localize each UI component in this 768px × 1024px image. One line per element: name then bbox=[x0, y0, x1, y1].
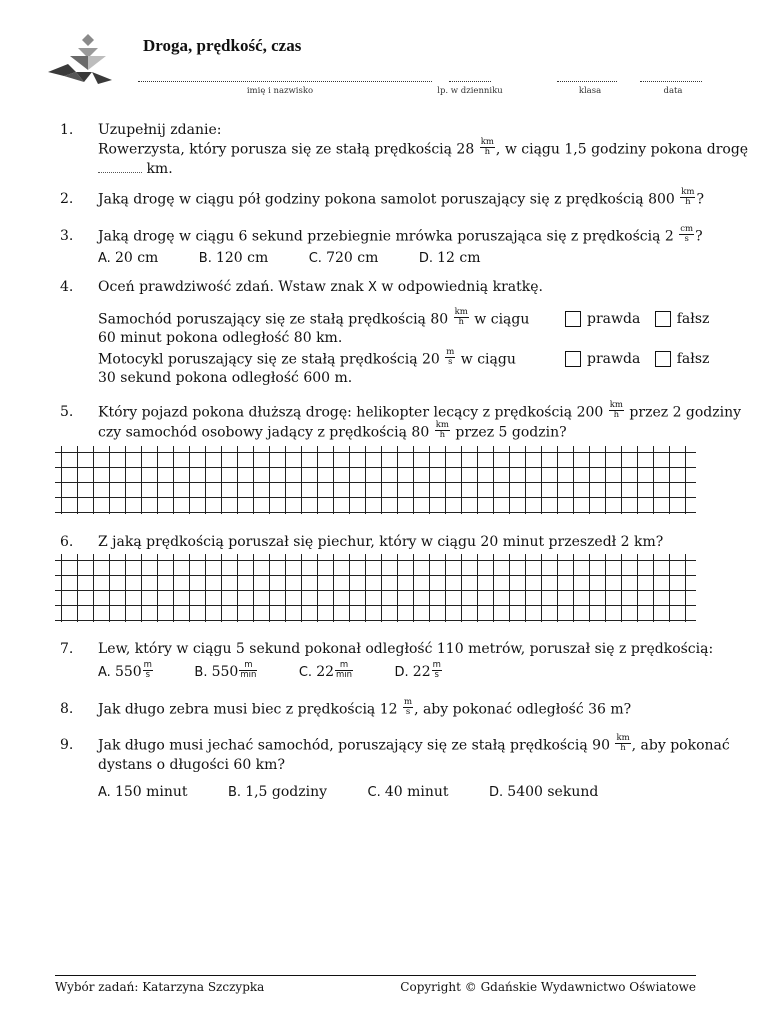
unit-fraction: $\frac{km}{h}$ bbox=[435, 419, 449, 440]
answer-option-b[interactable]: B. 120 cm bbox=[198, 249, 269, 266]
answer-option-d[interactable]: D. 22 $\frac{m}{s}$ bbox=[394, 660, 441, 680]
question-text: Jaką drogę w ciągu pół godziny pokona samolot poruszający się z prędkością 800 bbox=[98, 191, 675, 208]
true-checkbox[interactable] bbox=[565, 351, 581, 367]
statement-2-answers: prawda fałsz bbox=[565, 351, 709, 367]
question-text: Lew, który w ciągu 5 sekund pokonał odległość 110 metrów, poruszał się z prędkością: bbox=[98, 641, 714, 657]
unit-fraction: $\frac{km}{h}$ bbox=[616, 733, 630, 753]
question-text: Oceń prawdziwość zdań. Wstaw znak X w odpowiednią kratkę. bbox=[98, 279, 543, 295]
statement-1: Samochód poruszający się ze stałą prędkością 80 $\frac{km}{h}$ w ciągu 60 minut pokona odległość 80 km. bbox=[98, 307, 530, 346]
answer-grid-q6[interactable] bbox=[55, 554, 696, 622]
answer-option-c[interactable]: C. 720 cm bbox=[308, 249, 379, 266]
question-number: 3. bbox=[60, 228, 74, 244]
unit-fraction: $\frac{m}{s}$ bbox=[404, 697, 413, 717]
question-7 bbox=[60, 640, 740, 682]
unit-text: km. bbox=[146, 160, 173, 177]
question-number: 7. bbox=[60, 641, 74, 657]
false-checkbox[interactable] bbox=[655, 351, 671, 367]
footer-divider bbox=[55, 975, 696, 976]
unit-fraction: $\frac{km}{h}$ bbox=[681, 187, 695, 207]
question-number: 5. bbox=[60, 404, 74, 420]
answer-option-c[interactable]: C. 22 $\frac{m}{\min}$ bbox=[298, 660, 353, 680]
answer-option-a[interactable]: A. 550 $\frac{m}{s}$ bbox=[98, 660, 152, 680]
question-number: 2. bbox=[60, 191, 74, 207]
answer-option-d[interactable]: D. 12 cm bbox=[418, 249, 481, 266]
question-number: 9. bbox=[60, 737, 74, 753]
question-4 bbox=[60, 278, 720, 297]
question-9: 9. Jak długo musi jechać samochód, poruszający się ze stałą prędkością 90 $\frac{km}{h}$ , aby pokonać dystans o długości 60 km? A. 150 minut B. 1,5 godziny C. 40 minut D. 5400 sekund bbox=[60, 733, 730, 800]
page-title: Droga, prędkość, czas bbox=[143, 36, 302, 55]
class-field-line bbox=[557, 81, 617, 82]
unit-fraction: $\frac{km}{h}$ bbox=[480, 137, 494, 157]
date-field-label: data bbox=[663, 86, 683, 96]
answer-option-b[interactable]: B. 550 $\frac{m}{\min}$ bbox=[194, 660, 257, 680]
answer-option-a[interactable]: A. 150 minut bbox=[98, 783, 188, 800]
statement-1-answers: prawda fałsz bbox=[565, 311, 709, 327]
unit-fraction: $\frac{km}{h}$ bbox=[454, 307, 468, 327]
unit-fraction: $\frac{km}{h}$ bbox=[609, 400, 623, 420]
unit-fraction: $\frac{cm}{s}$ bbox=[680, 224, 694, 244]
false-checkbox[interactable] bbox=[655, 311, 671, 327]
question-3: 3. Jaką drogę w ciągu 6 sekund przebiegnie mrówka poruszająca się z prędkością 2 $\frac{cm}{s}$ ? A. 20 cm B. 120 cm C. 720 cm D. 12 cm bbox=[60, 224, 703, 266]
question-2: 2. Jaką drogę w ciągu pół godziny pokona samolot poruszający się z prędkością 800 $\frac{km}{h}$ ? bbox=[60, 187, 704, 208]
name-field-label: imię i nazwisko bbox=[246, 86, 314, 96]
question-6 bbox=[60, 533, 720, 552]
question-text: Rowerzysta, który porusza się ze stałą prędkością 28 $\frac{km}{h}$ , w ciągu 1,5 godziny pokona drogę bbox=[98, 137, 749, 158]
answer-grid-q5[interactable] bbox=[55, 446, 696, 514]
name-field-line bbox=[138, 81, 432, 82]
footer-copyright: Copyright © Gdańskie Wydawnictwo Oświatowe bbox=[400, 980, 696, 994]
question-number: 4. bbox=[60, 279, 74, 295]
true-checkbox[interactable] bbox=[565, 311, 581, 327]
statement-2: Motocykl poruszający się ze stałą prędkością 20 $\frac{m}{s}$ w ciągu 30 sekund pokona odległość 600 m. bbox=[98, 347, 516, 386]
answer-option-c[interactable]: C. 40 minut bbox=[367, 783, 449, 800]
class-field-label: klasa bbox=[578, 86, 602, 96]
question-number: 1. bbox=[60, 122, 74, 138]
number-field-label: lp. w dzienniku bbox=[437, 86, 503, 96]
question-text: Uzupełnij zdanie: bbox=[98, 122, 222, 138]
question-text: Jaką drogę w ciągu 6 sekund przebiegnie mrówka poruszająca się z prędkością 2 bbox=[98, 228, 674, 245]
question-text: Z jaką prędkością poruszał się piechur, który w ciągu 20 minut przeszedł 2 km? bbox=[98, 534, 664, 550]
question-number: 6. bbox=[60, 534, 74, 550]
date-field-line bbox=[640, 81, 702, 82]
tangram-logo bbox=[48, 34, 114, 88]
question-1 bbox=[60, 121, 749, 179]
footer-author: Wybór zadań: Katarzyna Szczypka bbox=[55, 980, 265, 994]
number-field-line bbox=[449, 81, 491, 82]
answer-option-a[interactable]: A. 20 cm bbox=[98, 249, 159, 266]
answer-blank[interactable] bbox=[98, 162, 142, 173]
unit-fraction: $\frac{m}{s}$ bbox=[446, 347, 455, 367]
question-5: 5. Który pojazd pokona dłuższą drogę: helikopter lecący z prędkością 200 $\frac{km}{h}$ przez 2 godziny czy samochód osobowy jadący z prędkością 80 $\frac{km}{h}$ przez 5 godzin? bbox=[60, 400, 742, 440]
question-8: 8. Jak długo zebra musi biec z prędkością 12 $\frac{m}{s}$ , aby pokonać odległość 36 m? bbox=[60, 697, 632, 718]
answer-option-d[interactable]: D. 5400 sekund bbox=[489, 783, 599, 800]
question-number: 8. bbox=[60, 701, 74, 717]
answer-option-b[interactable]: B. 1,5 godziny bbox=[227, 783, 328, 800]
